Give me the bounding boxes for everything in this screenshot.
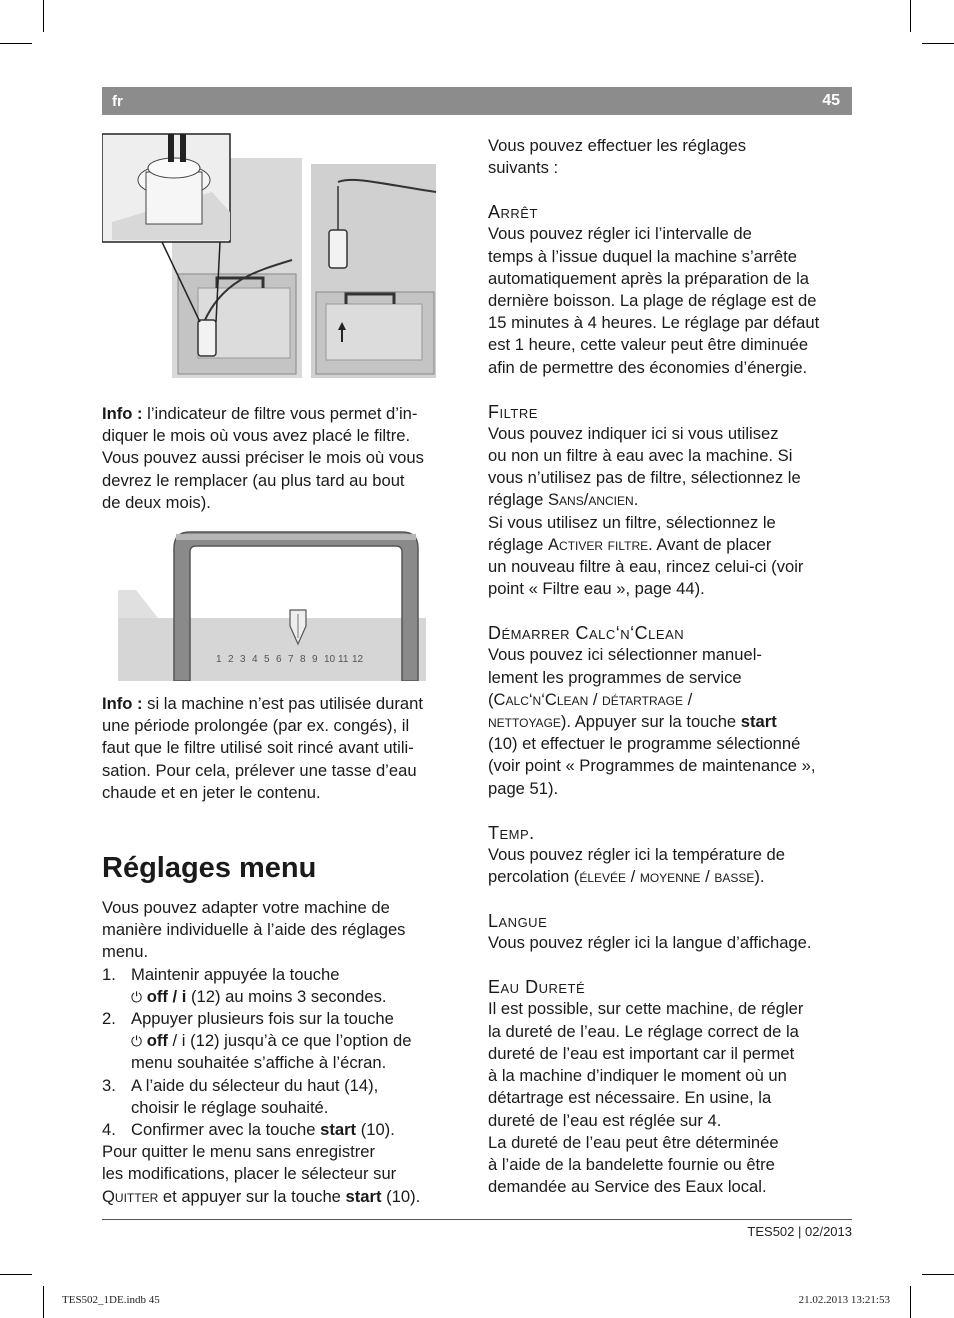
- text-line: réglage: [488, 534, 544, 554]
- text-line: Si vous utilisez un filtre, sélectionnez le: [488, 512, 776, 532]
- quit-line: Pour quitter le menu sans enregistrer: [102, 1142, 376, 1162]
- option-sans-ancien: Sans/ancien: [547, 490, 634, 510]
- text-line: dureté de l’eau est important car il permet: [488, 1043, 795, 1063]
- text-line: (10) et effectuer le programme sélectionné: [488, 734, 801, 754]
- text-line: réglage: [488, 490, 544, 510]
- text-line: page 51).: [488, 778, 559, 798]
- menu-intro: [102, 897, 466, 964]
- setting-text-filtre: [488, 423, 854, 601]
- text-line: ).: [754, 867, 765, 887]
- step-number: 3.: [102, 1075, 116, 1095]
- info-label: Info :: [102, 404, 143, 423]
- crop-mark: [910, 0, 911, 32]
- print-slug-right: 21.02.2013 13:21:53: [798, 1294, 890, 1306]
- info-rinse-filter: [102, 693, 466, 804]
- step-text: A l’aide du sélecteur du haut (14),: [131, 1075, 379, 1095]
- step-number: 1.: [102, 964, 116, 984]
- text-line: .: [633, 490, 639, 510]
- key-label: start: [345, 1186, 382, 1206]
- step-text: (12) jusqu’à ce que l’option de: [190, 1031, 412, 1051]
- info-text-line: une période prolongée (par ex. congés), il: [102, 716, 410, 736]
- key-label: off / i: [146, 986, 187, 1006]
- settings-intro: [488, 135, 854, 179]
- month-tick-label: 3: [240, 654, 246, 665]
- step-item: [102, 964, 466, 1008]
- text-line: Vous pouvez ici sélectionner manuel-: [488, 645, 762, 665]
- info-text-line: chaude et en jeter le contenu.: [102, 782, 321, 802]
- setting-heading-arret: Arrêt: [488, 202, 538, 223]
- month-tick-label: 11: [338, 654, 349, 665]
- text-line: dernière boisson. La plage de réglage est de: [488, 291, 817, 311]
- month-tick-label: 4: [252, 654, 258, 665]
- intro-line: manière individuelle à l’aide des réglages: [102, 920, 406, 940]
- text-line: Vous pouvez régler ici l’intervalle de: [488, 224, 752, 244]
- month-tick-label: 5: [264, 654, 270, 665]
- text-line: La dureté de l’eau peut être déterminée: [488, 1132, 779, 1152]
- setting-heading-temp: Temp.: [488, 822, 535, 843]
- info-text-line: faut que le filtre utilisé soit rincé avant utili-: [102, 738, 414, 758]
- intro-line: suivants :: [488, 158, 559, 178]
- left-column-lower: [102, 693, 466, 1208]
- step-number: 4.: [102, 1120, 116, 1140]
- info-text-line: devrez le remplacer (au plus tard au bout: [102, 470, 405, 490]
- text-line: détartrage est nécessaire. En usine, la: [488, 1088, 772, 1108]
- step-text: Appuyer plusieurs fois sur la touche: [131, 1009, 394, 1029]
- step-item: [102, 1119, 466, 1141]
- option-list: élevée / moyenne / basse: [579, 867, 755, 887]
- crop-mark: [0, 1274, 32, 1275]
- text-line: point « Filtre eau », page 44).: [488, 579, 705, 599]
- month-tick-label: 7: [288, 654, 294, 665]
- filter-insertion-illustration: [102, 132, 438, 380]
- setting-text-eau-durete: [488, 998, 854, 1198]
- power-icon: ⏻: [131, 1033, 143, 1050]
- info-label: Info :: [102, 694, 143, 713]
- print-slug-left: TES502_1DE.indb 45: [62, 1294, 160, 1306]
- step-item: [102, 1008, 466, 1075]
- text-line: un nouveau filtre à eau, rincez celui-ci (voir: [488, 557, 804, 577]
- filter-month-scale-illustration: [118, 528, 426, 681]
- step-text: (10).: [360, 1120, 395, 1140]
- text-line: percolation (: [488, 867, 580, 887]
- text-line: vous n’utilisez pas de filtre, sélectionnez le: [488, 468, 801, 488]
- option-activer-filtre: Activer filtre: [547, 534, 649, 554]
- page-header: [102, 87, 852, 115]
- month-tick-label: 1: [216, 654, 222, 665]
- steps-list: [102, 964, 466, 1142]
- setting-text-calc-n-clean: [488, 644, 854, 799]
- text-line: ). Appuyer sur la touche: [560, 712, 737, 732]
- setting-heading-langue: Langue: [488, 911, 548, 932]
- power-icon: ⏻: [131, 988, 143, 1005]
- right-column: [488, 135, 854, 1198]
- setting-text-temp: [488, 844, 854, 888]
- left-column: [102, 403, 466, 514]
- setting-text-arret: [488, 223, 854, 378]
- text-line: . Avant de placer: [648, 534, 772, 554]
- text-line: Vous pouvez régler ici la langue d’affichage.: [488, 933, 812, 953]
- info-text-line: diquer le mois où vous avez placé le filtre.: [102, 426, 411, 446]
- quit-line: (10).: [386, 1186, 421, 1206]
- key-label: start: [740, 712, 777, 732]
- language-code: fr: [112, 93, 123, 110]
- text-line: à l’aide de la bandelette fournie ou être: [488, 1154, 775, 1174]
- text-line: 15 minutes à 4 heures. Le réglage par défaut: [488, 313, 820, 333]
- crop-mark: [43, 1286, 44, 1318]
- setting-heading-filtre: Filtre: [488, 401, 538, 422]
- text-line: est 1 heure, cette valeur peut être diminuée: [488, 335, 809, 355]
- month-tick-label: 2: [228, 654, 234, 665]
- step-text: choisir le réglage souhaité.: [131, 1097, 329, 1117]
- info-filter-indicator: [102, 403, 466, 514]
- month-tick-label: 6: [276, 654, 282, 665]
- section-heading: Réglages menu: [102, 852, 317, 885]
- text-line: la dureté de l’eau. Le réglage correct de la: [488, 1021, 799, 1041]
- month-tick-label: 9: [312, 654, 318, 665]
- crop-mark: [910, 1286, 911, 1318]
- intro-line: Vous pouvez adapter votre machine de: [102, 898, 390, 918]
- text-line: demandée au Service des Eaux local.: [488, 1177, 767, 1197]
- step-number: 2.: [102, 1009, 116, 1029]
- crop-mark: [922, 43, 954, 44]
- text-line: Vous pouvez régler ici la température de: [488, 844, 786, 864]
- info-text-line: Vous pouvez aussi préciser le mois où vous: [102, 448, 424, 468]
- footer-model-date: TES502 | 02/2013: [747, 1224, 852, 1239]
- setting-text-langue: [488, 932, 854, 954]
- step-item: [102, 1075, 466, 1119]
- month-scale: [216, 654, 366, 665]
- step-text: Maintenir appuyée la touche: [131, 964, 340, 984]
- crop-mark: [43, 0, 44, 32]
- key-separator: / i: [167, 1031, 186, 1051]
- setting-heading-eau-durete: Eau Dureté: [488, 977, 586, 998]
- quit-line: et appuyer sur la touche: [162, 1186, 341, 1206]
- step-text: menu souhaitée s’affiche à l’écran.: [131, 1053, 387, 1073]
- text-line: Il est possible, sur cette machine, de régler: [488, 999, 804, 1019]
- crop-mark: [0, 43, 32, 44]
- text-line: dureté de l’eau est réglée sur 4.: [488, 1110, 722, 1130]
- option-nettoyage: nettoyage: [488, 712, 561, 732]
- option-list: Calc‘n‘Clean / détartrage /: [493, 689, 693, 709]
- text-line: lement les programmes de service: [488, 667, 742, 687]
- text-line: afin de permettre des économies d’énergie.: [488, 357, 808, 377]
- month-tick-label: 8: [300, 654, 306, 665]
- text-line: Vous pouvez indiquer ici si vous utilisez: [488, 423, 779, 443]
- text-line: (: [488, 689, 494, 709]
- quit-line: les modifications, placer le sélecteur sur: [102, 1164, 397, 1184]
- month-tick-label: 12: [352, 654, 364, 665]
- page-number: 45: [822, 92, 840, 109]
- info-text-line: sation. Pour cela, prélever une tasse d’eau: [102, 760, 417, 780]
- text-line: temps à l’issue duquel la machine s’arrête: [488, 246, 797, 266]
- info-text-line: de deux mois).: [102, 492, 211, 512]
- text-line: automatiquement après la préparation de la: [488, 268, 810, 288]
- intro-line: Vous pouvez effectuer les réglages: [488, 136, 746, 155]
- key-label: off: [146, 1031, 168, 1051]
- info-text-line: si la machine n’est pas utilisée durant: [147, 694, 423, 713]
- footer-rule: [102, 1219, 852, 1220]
- setting-heading-calc-n-clean: Démarrer Calc‘n‘Clean: [488, 623, 685, 644]
- text-line: à la machine d’indiquer le moment où un: [488, 1066, 787, 1086]
- info-text-line: l’indicateur de filtre vous permet d’in-: [147, 404, 418, 423]
- step-text: Confirmer avec la touche: [131, 1120, 316, 1140]
- text-line: ou non un filtre à eau avec la machine. Si: [488, 446, 793, 466]
- intro-line: menu.: [102, 942, 149, 962]
- step-text: (12) au moins 3 secondes.: [190, 986, 387, 1006]
- key-label: start: [320, 1120, 357, 1140]
- month-tick-label: 10: [324, 654, 336, 665]
- menu-option-quit: Quitter: [102, 1186, 159, 1206]
- text-line: (voir point « Programmes de maintenance »,: [488, 756, 816, 776]
- quit-instructions: [102, 1141, 466, 1208]
- crop-mark: [922, 1274, 954, 1275]
